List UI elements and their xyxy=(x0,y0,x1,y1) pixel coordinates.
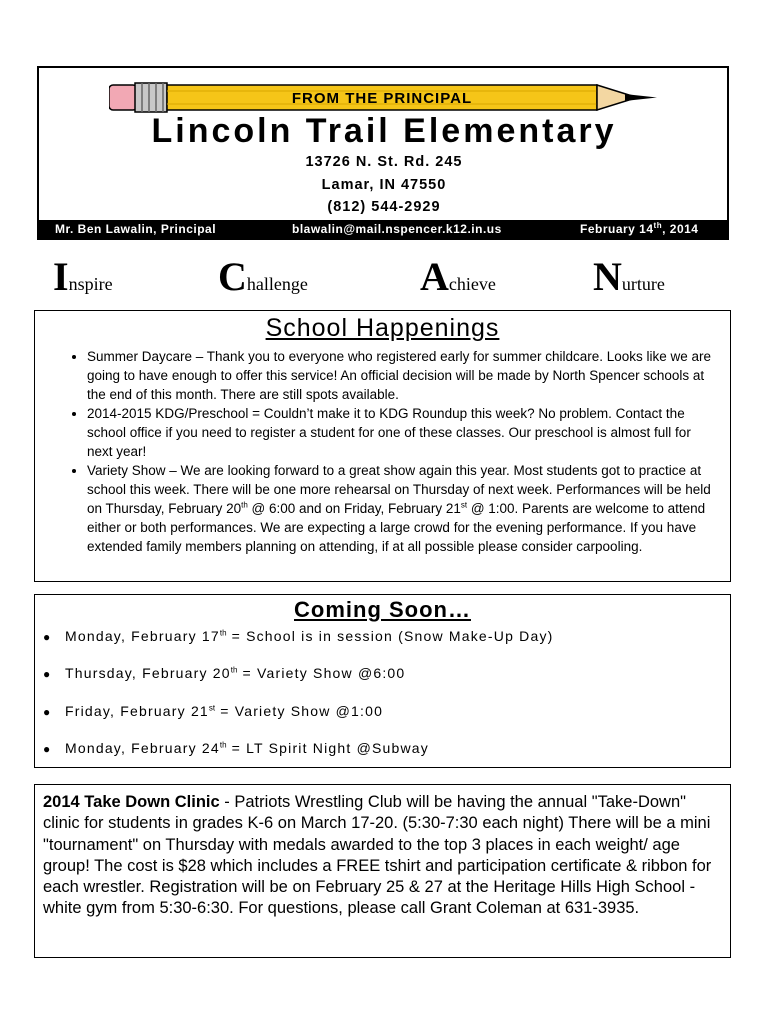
motto-inspire: Inspire xyxy=(53,254,113,299)
list-item: ● Monday, February 17th = School is in session (Snow Make-Up Day) xyxy=(43,628,554,644)
newsletter-date: February 14th, 2014 xyxy=(580,221,699,236)
principal-name: Mr. Ben Lawalin, Principal xyxy=(55,222,217,236)
motto-challenge: Challenge xyxy=(218,254,308,299)
list-item: • Summer Daycare – Thank you to everyone who registered early for summer childcare. Looks like we are going to have enough to offer this service! An official decision will be made by North Spencer schools at the end of this month. There are still spots available. xyxy=(87,347,719,404)
address-street: 13726 N. St. Rd. 245 xyxy=(305,154,463,170)
pencil-ferrule xyxy=(135,83,167,112)
coming-soon-section xyxy=(34,594,731,768)
bullet-icon: ● xyxy=(43,667,52,681)
clinic-title: 2014 Take Down Clinic xyxy=(43,793,220,811)
list-item: ● Thursday, February 20th = Variety Show @6:00 xyxy=(43,665,406,681)
motto-nurture: Nurture xyxy=(593,254,665,299)
list-item: • Variety Show – We are looking forward to a great show again this year. Most students got to practice at school this week. There will be one more rehearsal on Thursday of next week. Performances will be held on Thursday, February 20th @ 6:00 and on Friday, February 21st @ 1:00. Parents are welcome to attend either or both performances. We are expecting a large crowd for the evening performance. If you have extended family members planning on attending, if at all possible please consider carpooling. xyxy=(87,461,719,556)
pencil-banner xyxy=(109,80,657,114)
phone-number: (812) 544-2929 xyxy=(327,199,441,215)
bullet-icon: ● xyxy=(43,705,52,719)
banner-text: FROM THE PRINCIPAL xyxy=(291,90,473,107)
pencil-eraser xyxy=(109,85,137,110)
happenings-list xyxy=(51,347,719,556)
address-city: Lamar, IN 47550 xyxy=(321,177,447,193)
motto-achieve: Achieve xyxy=(420,254,496,299)
list-item: ● Monday, February 24th = LT Spirit Night @Subway xyxy=(43,740,429,756)
list-item: • 2014-2015 KDG/Preschool = Couldn’t make it to KDG Roundup this week? No problem. Contact the school office if you need to register a student for one of these classes. Our preschool is almost full for next year! xyxy=(87,404,719,461)
list-item: ● Friday, February 21st = Variety Show @1:00 xyxy=(43,703,384,719)
school-name: Lincoln Trail Elementary xyxy=(151,112,617,150)
take-down-clinic-section xyxy=(34,784,731,958)
bullet-icon: ● xyxy=(43,742,52,756)
bullet-icon: ● xyxy=(43,630,52,644)
principal-email[interactable]: blawalin@mail.nspencer.k12.in.us xyxy=(292,222,502,236)
clinic-announcement xyxy=(43,792,723,920)
school-happenings-section xyxy=(34,310,731,582)
info-bar xyxy=(37,220,729,240)
clinic-body: - Patriots Wrestling Club will be having the annual "Take-Down" clinic for students in grades K-6 on March 17-20. (5:30-7:30 each night) There will be a mini "tournament" on Thursday with medals awarded to the top 3 places in each weight/ age group! The cost is $28 which includes a FREE tshirt and participation certificate & ribbon for each wrestler. Registration will be on February 25 & 27 at the Heritage Hills High School - white gym from 5:30-6:30. For questions, please call Grant Coleman at 631-3935. xyxy=(43,793,712,918)
happenings-title: School Happenings xyxy=(265,314,500,342)
coming-soon-title: Coming Soon… xyxy=(294,597,471,622)
